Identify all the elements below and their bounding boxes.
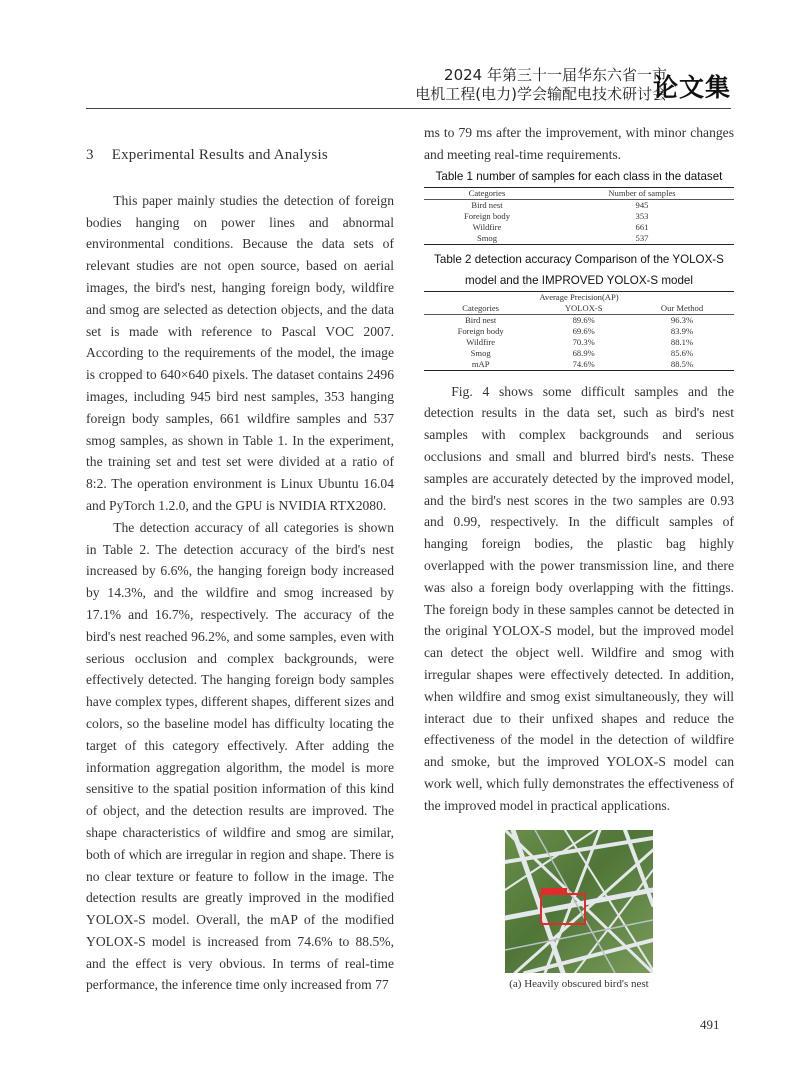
table-cell: Bird nest xyxy=(471,199,503,210)
table-cell: Wildfire xyxy=(466,336,496,347)
table-row xyxy=(424,348,734,359)
paragraph-figure-discussion: Fig. 4 shows some difficult samples and the detection results in the data set, such as bird's nest samples with complex backgrounds and serious occlusions and small and blurred bird's nests. These samples are accurately detected by the improved model, and the bird's nest scores in the two samples are 0.93 and 0.99, respectively. In the difficult samples of hanging foreign bodies, the plastic bag highly overlapped with the power transmission line, and there was also a foreign body overlapping with the fittings. The foreign body in these samples cannot be detected in the original YOLOX-S model, but the improved model can detect the object well. Wildfire and smog with irregular shapes were effectively detected. In addition, when wildfire and smog exist simultaneously, they will interact due to their unfixed shapes and reduce the effectiveness of the model in the detection of wildfire and smoke, but the improved YOLOX-S model can work well, which fully demonstrates the effectiveness of the improved model in practical applications. xyxy=(424,383,734,813)
detection-label-tag xyxy=(541,888,567,895)
figure-caption: (a) Heavily obscured bird's nest xyxy=(509,978,649,990)
page-number: 491 xyxy=(700,1017,720,1032)
table2-header-cell: Our Method xyxy=(630,303,734,315)
table-cell: 70.3% xyxy=(572,336,595,347)
table-row xyxy=(424,222,734,233)
table-cell: Foreign body xyxy=(457,325,504,336)
table-row xyxy=(424,359,734,371)
page-header xyxy=(86,64,731,109)
table-cell: 74.6% xyxy=(537,359,630,371)
table-cell: Smog xyxy=(470,347,491,358)
table-cell: 69.6% xyxy=(572,325,595,336)
table-cell: Bird nest xyxy=(465,314,497,325)
right-column xyxy=(424,122,734,817)
table2-group-header: Average Precision(AP) xyxy=(424,291,734,303)
header-line-1: 2024 年第三十一届华东六省一市 xyxy=(444,66,667,84)
header-proceedings-label: 论文集 xyxy=(652,73,731,102)
table1-header-cell: Number of samples xyxy=(550,187,734,199)
section-number: 3 xyxy=(86,147,94,163)
section-title: Experimental Results and Analysis xyxy=(111,147,328,163)
table-cell: 88.5% xyxy=(630,359,734,371)
table1-header-row xyxy=(424,187,734,199)
header-conference-title xyxy=(415,66,667,104)
table2-header-cell: Categories xyxy=(424,303,537,315)
table-cell: Wildfire xyxy=(472,221,502,232)
tower-lattice-image xyxy=(505,830,653,973)
header-line-2: 电机工程(电力)学会输配电技术研讨会 xyxy=(415,85,667,103)
table2-header-row xyxy=(424,303,734,315)
table-cell: 537 xyxy=(550,233,734,245)
table-cell: 661 xyxy=(635,221,649,232)
table2-header-cell: YOLOX-S xyxy=(537,303,630,315)
paragraph-accuracy: The detection accuracy of all categories is shown in Table 2. The detection accuracy of the bird's nest increased by 6.6%, the hanging foreign body increased by 14.3%, and the wildfire and smog increased by 17.1% and 16.7%, respectively. The accuracy of the bird's nest reached 96.2%, and some samples, even with serious occlusion and complex backgrounds, were effectively detected. The hanging foreign body samples have complex types, different shapes, different sizes and colors, so the baseline model has difficulty locating the target of this category effectively. After adding the information aggregation algorithm, the model is more sensitive to the spatial position information of this kind of object, and the detection results are improved. The shape characteristics of wildfire and smog are similar, both of which are irregular in region and shape. There is no clear texture or feature to follow in the image. The detection results are greatly improved in the modified YOLOX-S model. Overall, the mAP of the modified YOLOX-S model is increased from 74.6% to 88.5%, and the effect is very obvious. In terms of real-time performance, the inference time only increased from 77 xyxy=(86,519,394,993)
table-row xyxy=(424,233,734,245)
paragraph-dataset: This paper mainly studies the detection of foreign bodies hanging on power lines and abnormal environmental conditions. Because the data sets of relevant studies are not open source, based on aerial images, the bird's nest, hanging foreign body, wildfire and smog are selected as detection objects, and the data set is made with reference to Pascal VOC 2007. According to the requirements of the model, the image is cropped to 640×640 pixels. The dataset contains 2496 images, including 945 bird nest samples, 353 hanging foreign body samples, 661 wildfire samples and 537 smog samples, as shown in Table 1. In the experiment, the training set and test set were divided at a ratio of 8:2. The operation environment is Linux Ubuntu 16.04 and PyTorch 1.2.0, and the GPU is NVIDIA RTX2080. xyxy=(86,192,394,513)
table-cell: Smog xyxy=(424,233,550,245)
table-row xyxy=(424,326,734,337)
table1-header-cell: Categories xyxy=(424,187,550,199)
table-cell: 89.6% xyxy=(572,314,595,325)
table-cell: 945 xyxy=(635,199,649,210)
table-cell: 68.9% xyxy=(572,347,595,358)
table2-caption-line-1: Table 2 detection accuracy Comparison of the YOLOX-S xyxy=(434,252,724,266)
table-cell: 83.9% xyxy=(670,325,694,336)
left-column xyxy=(86,140,394,996)
table-cell: Foreign body xyxy=(463,210,511,221)
table-cell: mAP xyxy=(424,359,537,371)
figure-photo-bird-nest xyxy=(505,830,653,973)
table-row xyxy=(424,337,734,348)
table2-group-header-row xyxy=(424,291,734,303)
table1-caption: Table 1 number of samples for each class in the dataset xyxy=(435,169,723,183)
table1-samples xyxy=(424,187,734,245)
table-row xyxy=(424,211,734,222)
table-row xyxy=(424,199,734,211)
table-cell: 85.6% xyxy=(670,347,694,358)
section-heading xyxy=(86,145,394,167)
table-row xyxy=(424,314,734,326)
table-cell: 88.1% xyxy=(670,336,694,347)
table2-caption xyxy=(424,249,734,291)
paragraph-continued: ms to 79 ms after the improvement, with minor changes and meeting real-time requirements. xyxy=(424,125,734,162)
table-cell: 353 xyxy=(635,210,649,221)
table2-caption-line-2: model and the IMPROVED YOLOX-S model xyxy=(465,273,693,287)
table-cell: 96.3% xyxy=(670,314,694,325)
table2-accuracy xyxy=(424,291,734,371)
